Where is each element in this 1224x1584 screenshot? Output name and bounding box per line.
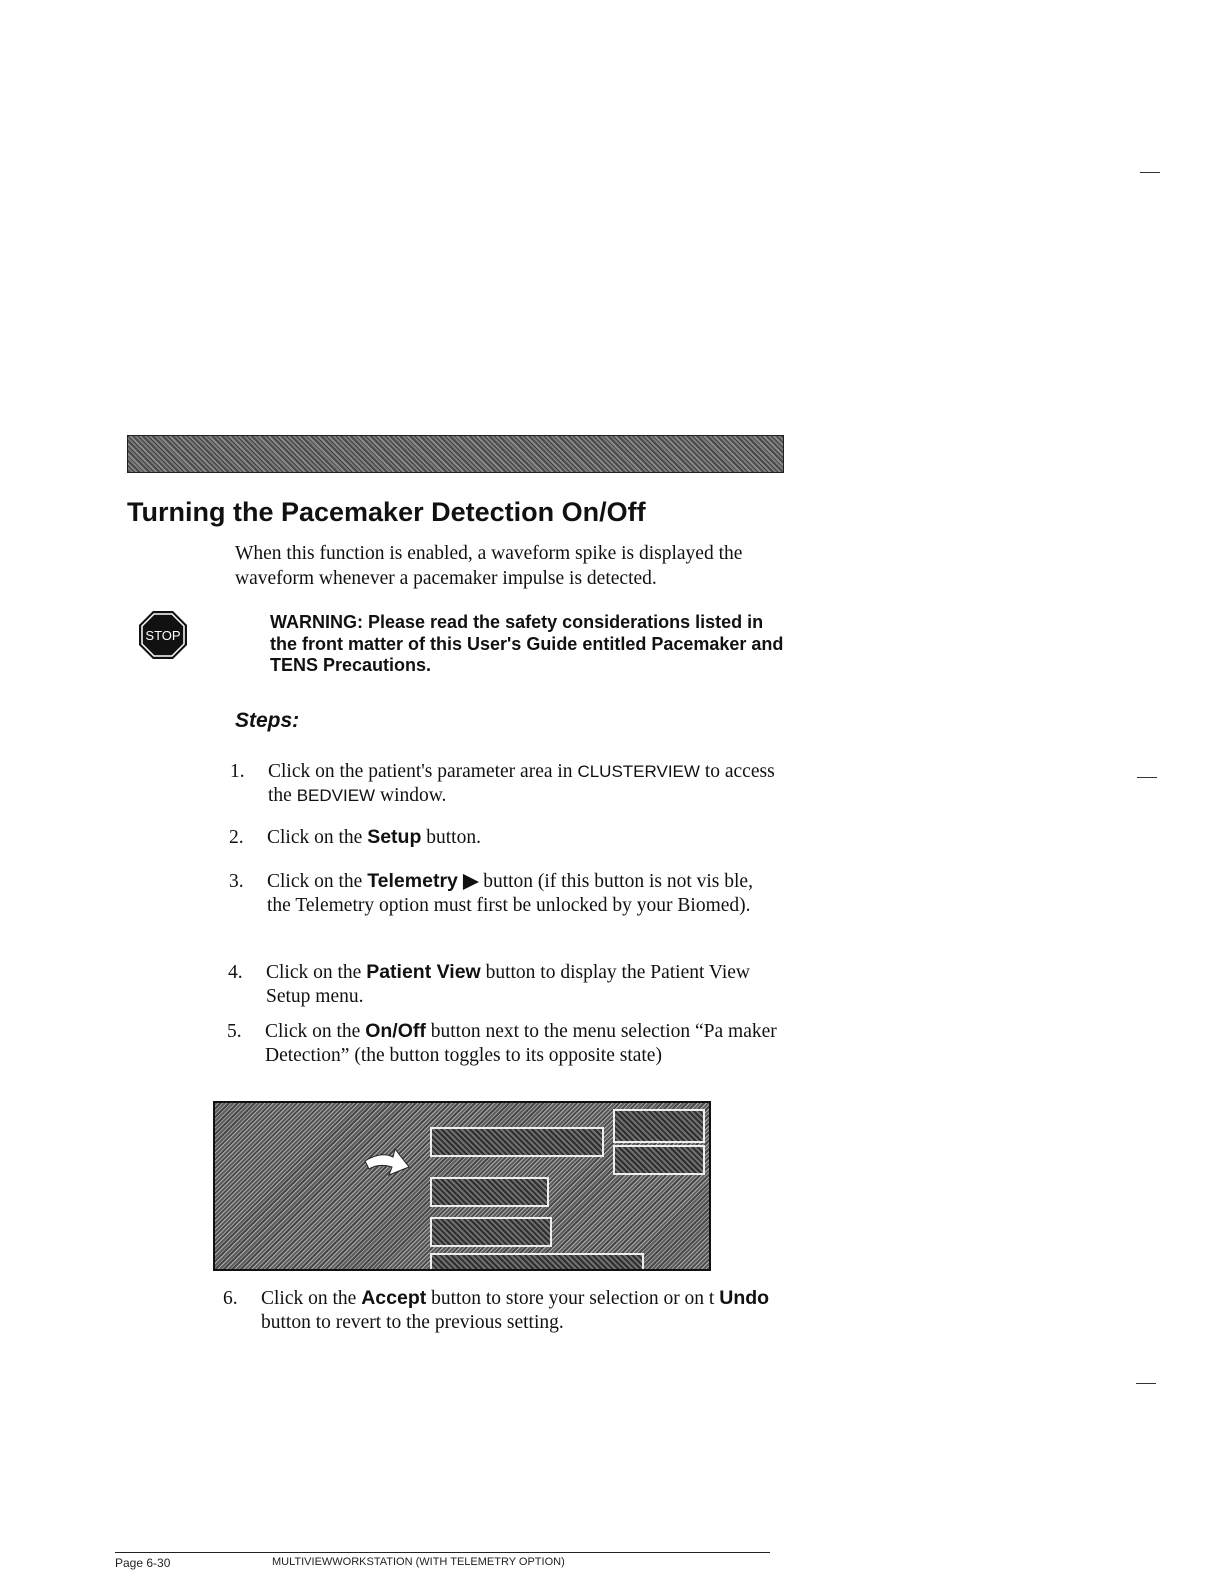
step-term: CLUSTERVIEW [577,762,700,781]
step-number: 5. [227,1021,242,1042]
step-text: to access the [268,761,775,806]
step-number: 1. [230,761,245,782]
step-item [229,870,779,917]
step-number: 6. [223,1288,238,1309]
stop-sign-icon [138,610,188,660]
undo-button-label: Undo [719,1287,770,1309]
screenshot-button [613,1109,705,1143]
margin-mark [1137,777,1157,778]
step-text: window. [375,784,447,806]
screenshot-button [613,1145,705,1175]
step-text: Click on the [266,962,367,983]
telemetry-button-label: Telemetry ▶ [367,870,479,892]
screenshot-button [430,1217,552,1247]
margin-mark [1136,1383,1156,1384]
page-number: Page 6-30 [115,1556,171,1570]
step-text: Click on the [267,827,368,848]
step-item [228,961,786,1008]
stop-sign-label: STOP [145,628,181,643]
on-off-button-label: On/Off [365,1020,426,1042]
step-text: button. [421,827,481,848]
step-number: 3. [229,871,244,892]
step-text: Click on the [261,1288,362,1309]
intro-paragraph: When this function is enabled, a waveform spike is displayed the waveform whenever a pacemaker impulse is detected. [235,543,743,589]
step-text: Click on the patient's parameter area in [268,761,578,782]
section-header-bar [127,435,784,473]
step-item [227,1020,780,1067]
step-text: button (if this button is not vis ble, the Telemetry option must first be unlocked by your Biomed). [267,871,753,916]
step-text: Click on the [267,871,368,892]
step-text: button to store your selection or on t [426,1288,720,1309]
step-item [230,760,788,807]
step-item [229,826,787,850]
step-term: BEDVIEW [296,785,376,805]
step-item [223,1287,781,1334]
patient-view-button-label: Patient View [366,961,481,983]
warning-text: WARNING: Please read the safety considerations listed in the front matter of this User's Guide entitled Pacemaker and TENS Precautions. [270,612,784,675]
step-text: button to revert to the previous setting. [261,1311,564,1333]
screenshot-button [430,1177,549,1207]
step-text: button next to the menu selection “Pa maker Detection” (the button toggles to its opposite state) [265,1021,777,1066]
step-text: button to display the Patient View Setup menu. [266,962,750,1007]
screenshot-button [430,1253,644,1271]
margin-mark [1140,172,1160,173]
accept-button-label: Accept [361,1287,427,1309]
step-number: 4. [228,962,243,983]
setup-button-label: Setup [367,826,422,848]
screenshot-button [430,1127,604,1157]
footer-rule [115,1552,770,1553]
step-number: 2. [229,827,244,848]
document-title: MULTIVIEWWORKSTATION (WITH TELEMETRY OPTION) [272,1556,565,1568]
section-title: Turning the Pacemaker Detection On/Off [127,497,646,527]
pointer-arrow-icon [363,1147,413,1181]
steps-heading: Steps: [235,709,300,732]
setup-menu-screenshot [213,1101,711,1271]
step-text: Click on the [265,1021,366,1042]
